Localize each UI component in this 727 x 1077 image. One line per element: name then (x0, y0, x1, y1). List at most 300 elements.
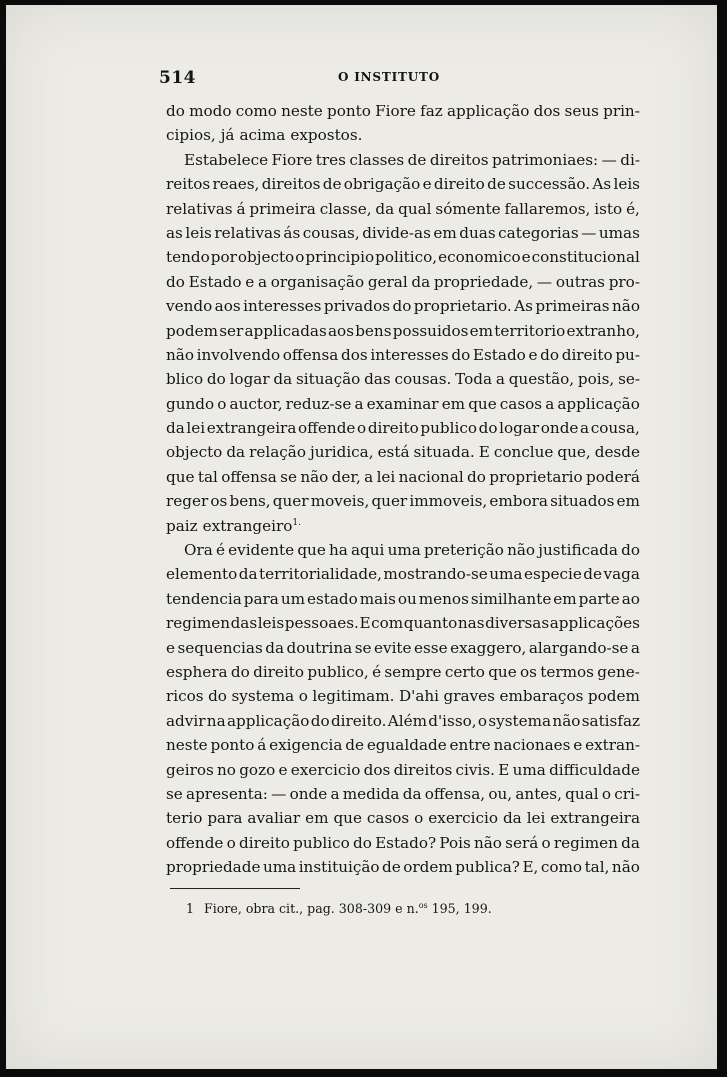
text-line (166, 660, 640, 684)
word: ou (397, 589, 417, 608)
word: embaraços (499, 687, 584, 706)
word: elemento (166, 565, 238, 584)
word: não (611, 858, 640, 877)
word: tendo (166, 248, 210, 267)
word: nacional (398, 467, 464, 486)
word: dos (341, 345, 368, 364)
text-line (166, 148, 640, 172)
word: o (601, 784, 611, 803)
word: E (498, 760, 510, 779)
word: umas (598, 223, 640, 242)
word: um (280, 589, 306, 608)
word: já (220, 126, 235, 145)
word: bens (355, 321, 392, 340)
word: Ora (184, 541, 213, 560)
text-line (166, 270, 640, 294)
word: publico, (307, 662, 369, 681)
word: tal, (584, 858, 610, 877)
word: cousa, (590, 419, 640, 438)
word: não (300, 467, 329, 486)
word: direitos (261, 175, 321, 194)
word: tal (197, 467, 218, 486)
text-line (166, 855, 640, 879)
word: quer (371, 492, 408, 511)
word: do (467, 467, 486, 486)
word: extrangeira (550, 809, 640, 828)
word: graves (443, 687, 495, 706)
word: para (207, 809, 243, 828)
word: a (630, 638, 640, 657)
word: á (236, 199, 246, 218)
word: da (226, 443, 246, 462)
word: Toda (455, 370, 493, 389)
word: pessoaes. (284, 614, 359, 633)
word: uma (387, 541, 421, 560)
word: em (305, 809, 329, 828)
word: ser (219, 321, 244, 340)
word: de (345, 736, 364, 755)
word: de (322, 175, 342, 194)
word: em (441, 394, 466, 413)
word: economico (438, 248, 521, 267)
word: parte (578, 589, 620, 608)
word: blico (166, 370, 204, 389)
text-line (166, 831, 640, 855)
word: regimen (166, 614, 230, 633)
word: der, (331, 467, 361, 486)
word: sómente (435, 199, 501, 218)
word: poderá (586, 467, 640, 486)
word: exercicio (290, 760, 361, 779)
word: e (245, 272, 255, 291)
word: se (280, 467, 297, 486)
word: direito (561, 345, 613, 364)
word: e (573, 736, 583, 755)
word: a (545, 394, 555, 413)
word: situação (295, 370, 361, 389)
word: politico, (375, 248, 438, 267)
word: do (392, 297, 412, 316)
word: e (528, 345, 538, 364)
word: difficuldade (549, 760, 640, 779)
text-line (166, 758, 640, 782)
word: direito (367, 419, 419, 438)
word: se (354, 638, 372, 657)
word: logar (499, 419, 540, 438)
word: D'ahi (398, 687, 440, 706)
word: outras (555, 272, 605, 291)
word: reaes, (212, 175, 260, 194)
word: juridica, (309, 443, 374, 462)
word: tres (315, 150, 346, 169)
word: a (330, 784, 340, 803)
word: para (243, 589, 279, 608)
word: seus (564, 102, 599, 120)
word: offende (298, 419, 356, 438)
word: em (469, 321, 494, 340)
word: civis. (455, 760, 495, 779)
word: objecto (237, 248, 295, 267)
text-line (166, 123, 640, 147)
word: Fiore (271, 150, 313, 169)
word: gene- (597, 662, 640, 681)
word: Estado? (375, 833, 437, 852)
word: sequencias (177, 638, 263, 657)
word: e (166, 638, 175, 657)
word: leis (185, 223, 212, 242)
word: E (359, 614, 371, 633)
word: nacionaes (493, 736, 571, 755)
word: extranho, (566, 321, 640, 340)
word: publico (420, 419, 477, 438)
word: lei (526, 809, 546, 828)
word: embora (489, 492, 548, 511)
word: cousas. (394, 370, 452, 389)
word: immoveis, (409, 492, 488, 511)
word: preterição (424, 541, 504, 560)
word: do (166, 102, 185, 120)
word: cipios, (166, 126, 216, 145)
word: duas (459, 223, 496, 242)
word: relativas (166, 199, 233, 218)
text-line (166, 221, 640, 245)
text-line (166, 782, 640, 806)
text-line (166, 684, 640, 708)
word: da (265, 638, 285, 657)
word: menos (418, 589, 469, 608)
word: — (271, 784, 287, 803)
word: quanto (403, 614, 458, 633)
word: não (552, 711, 581, 730)
word: reduz-se (285, 394, 352, 413)
text-line (166, 709, 640, 733)
word: gozo (239, 760, 276, 779)
word: interesses (370, 345, 449, 364)
word: — (581, 223, 597, 242)
word: d'isso, (428, 711, 477, 730)
text-line (166, 611, 640, 635)
word: avaliar (247, 809, 301, 828)
word: As (592, 175, 612, 194)
word: applicação (557, 394, 640, 413)
word: aqui (351, 541, 385, 560)
word: territorio (494, 321, 566, 340)
word: a (364, 467, 374, 486)
word: pu- (615, 345, 640, 364)
word: é, (626, 199, 640, 218)
word: exercicio (428, 809, 498, 828)
word: direito (433, 175, 485, 194)
word: da (375, 199, 395, 218)
word: situados (550, 492, 615, 511)
text-line (166, 806, 640, 830)
word: das (230, 614, 258, 633)
word: do (166, 272, 185, 291)
word: di- (620, 150, 640, 169)
word: expostos. (290, 126, 363, 145)
word: do (478, 419, 498, 438)
word: geral (367, 272, 408, 291)
word: direito (253, 662, 305, 681)
word: geiros (166, 760, 214, 779)
word: modo (189, 102, 232, 120)
word: qual (398, 199, 432, 218)
word: em (553, 589, 577, 608)
word: se- (618, 370, 640, 389)
word: no (217, 760, 236, 779)
word: ás (283, 223, 301, 242)
footnote-reference: 1. (292, 517, 301, 528)
word: systema (231, 687, 295, 706)
word: da (166, 419, 185, 438)
word: dos (533, 102, 561, 120)
word: está (377, 443, 410, 462)
word: relativas (214, 223, 281, 242)
text-line (166, 465, 640, 489)
word: principio (305, 248, 375, 267)
word: classes (349, 150, 405, 169)
word: acima (239, 126, 286, 145)
word: logar (229, 370, 270, 389)
page-header (152, 66, 652, 90)
text-line (166, 392, 640, 416)
word: é (372, 662, 382, 681)
word: situada. (413, 443, 475, 462)
word: das (364, 370, 391, 389)
running-title: O INSTITUTO (338, 70, 440, 84)
word: applicação (226, 711, 310, 730)
word: cri- (614, 784, 640, 803)
word: o (298, 687, 308, 706)
word: da (621, 833, 640, 852)
word: categorias (498, 223, 579, 242)
word: terio (166, 809, 203, 828)
word: uma (512, 760, 546, 779)
word: As (514, 297, 533, 316)
word: dos (363, 760, 391, 779)
word: constitucional (531, 248, 640, 267)
text-line (166, 489, 640, 513)
word: leis (257, 614, 285, 633)
word: que, (557, 443, 591, 462)
text-line (166, 562, 640, 586)
word: offende (166, 833, 224, 852)
word: o (357, 419, 367, 438)
word: Além (387, 711, 427, 730)
word: entre (449, 736, 491, 755)
footnote-text-before: Fiore, obra cit., pag. 308-309 e n. (204, 901, 419, 916)
word: auctor, (229, 394, 283, 413)
word: direitos (393, 760, 453, 779)
word: que (297, 541, 326, 560)
word: não (473, 833, 502, 852)
word: uma (489, 565, 523, 584)
word: exigencia (269, 736, 343, 755)
text-line (166, 245, 640, 269)
word: o (217, 394, 227, 413)
word: o (226, 833, 236, 852)
word: legitimam. (312, 687, 395, 706)
word: paiz (166, 516, 198, 535)
word: apresenta: (186, 784, 268, 803)
word: não (507, 541, 536, 560)
word: applicação (446, 102, 530, 120)
word: cousas, (302, 223, 360, 242)
word: Estado (188, 272, 242, 291)
text-line (166, 294, 640, 318)
word: tendencia (166, 589, 242, 608)
word: extrangeiro$^{1.}$ (202, 516, 301, 535)
word: E (478, 443, 490, 462)
word: pro- (608, 272, 640, 291)
word: publica? (455, 858, 520, 877)
word: extran- (585, 736, 640, 755)
word: o (477, 711, 488, 730)
word: será (505, 833, 539, 852)
word: em (433, 223, 457, 242)
word: ha (328, 541, 348, 560)
word: da (411, 272, 431, 291)
text-line (166, 416, 640, 440)
word: do (230, 662, 250, 681)
word: qual (565, 784, 599, 803)
word: é (215, 541, 225, 560)
word: advir (166, 711, 206, 730)
footnote (186, 901, 492, 916)
word: divide-as (362, 223, 431, 242)
word: instituição (298, 858, 380, 877)
word: proprietario (489, 467, 583, 486)
word: justificada (538, 541, 618, 560)
word: pois, (577, 370, 615, 389)
word: do (352, 833, 372, 852)
word: reger (166, 492, 209, 511)
word: lei (186, 419, 206, 438)
word: antes, (515, 784, 562, 803)
word: os (210, 492, 228, 511)
word: ao (621, 589, 640, 608)
word: sempre (384, 662, 442, 681)
word: nas (457, 614, 485, 633)
word: examinar (366, 394, 439, 413)
word: vendo (166, 297, 213, 316)
word: offensa (221, 467, 277, 486)
word: a (495, 370, 505, 389)
word: medida (342, 784, 400, 803)
page-number: 514 (159, 68, 196, 88)
word: direito (239, 833, 290, 852)
word: aos (214, 297, 241, 316)
word: estado (306, 589, 358, 608)
word: E, (522, 858, 539, 877)
word: interesses (243, 297, 322, 316)
word: que (468, 394, 497, 413)
word: na (206, 711, 226, 730)
word: extrangeira (206, 419, 297, 438)
word: offensa, (424, 784, 486, 803)
footnote-text-after: 195, 199. (427, 901, 492, 916)
word: Estado (472, 345, 526, 364)
word: Estabelece (184, 150, 269, 169)
word: com (371, 614, 404, 633)
word: reitos (166, 175, 211, 194)
word: primeiras (535, 297, 610, 316)
text-line (166, 587, 640, 611)
word: a (257, 272, 267, 291)
word: de (382, 858, 401, 877)
word: que (166, 467, 195, 486)
word: gundo (166, 394, 215, 413)
word: em (616, 492, 640, 511)
word: de (407, 150, 427, 169)
word: quer (272, 492, 309, 511)
word: direito. (330, 711, 387, 730)
word: ponto (210, 736, 255, 755)
word: bens, (229, 492, 271, 511)
word: da (502, 809, 522, 828)
text-line (166, 197, 640, 221)
word: isto (594, 199, 623, 218)
text-line (166, 636, 640, 660)
word: e (278, 760, 288, 779)
word: Pois (439, 833, 471, 852)
word: alargando-se (528, 638, 629, 657)
word: doutrina (286, 638, 353, 657)
word: organisação (270, 272, 365, 291)
word: — (601, 150, 617, 169)
word: objecto (166, 443, 223, 462)
word: classe, (319, 199, 372, 218)
word: exaggero, (450, 638, 527, 657)
word: propriedade (166, 858, 261, 877)
word: prin- (603, 102, 640, 120)
word: territorialidade, (259, 565, 382, 584)
text-line (166, 172, 640, 196)
word: patrimoniaes: (492, 150, 599, 169)
word: casos (366, 809, 410, 828)
word: do (208, 687, 227, 706)
text-line (166, 367, 640, 391)
text-line (166, 440, 640, 464)
word: fallaremos, (504, 199, 591, 218)
word: relação (249, 443, 306, 462)
word: que (333, 809, 362, 828)
word: leis (613, 175, 640, 194)
word: proprietario. (413, 297, 512, 316)
word: a (580, 419, 590, 438)
word: publico (293, 833, 350, 852)
word: neste (166, 736, 208, 755)
word: as (166, 223, 183, 242)
word: systema (488, 711, 552, 730)
word: faz (420, 102, 443, 120)
word: onde (289, 784, 328, 803)
word: como (540, 858, 583, 877)
word: primeira (249, 199, 316, 218)
word: regimen (553, 833, 618, 852)
word: da (238, 565, 258, 584)
word: desde (594, 443, 640, 462)
word: casos (499, 394, 543, 413)
word: applicadas (244, 321, 327, 340)
word: satisfaz (581, 711, 640, 730)
text-line (166, 319, 640, 343)
word: ponto (326, 102, 371, 120)
word: evite (374, 638, 412, 657)
word: neste (281, 102, 323, 120)
word: por (210, 248, 237, 267)
word: do (621, 541, 640, 560)
